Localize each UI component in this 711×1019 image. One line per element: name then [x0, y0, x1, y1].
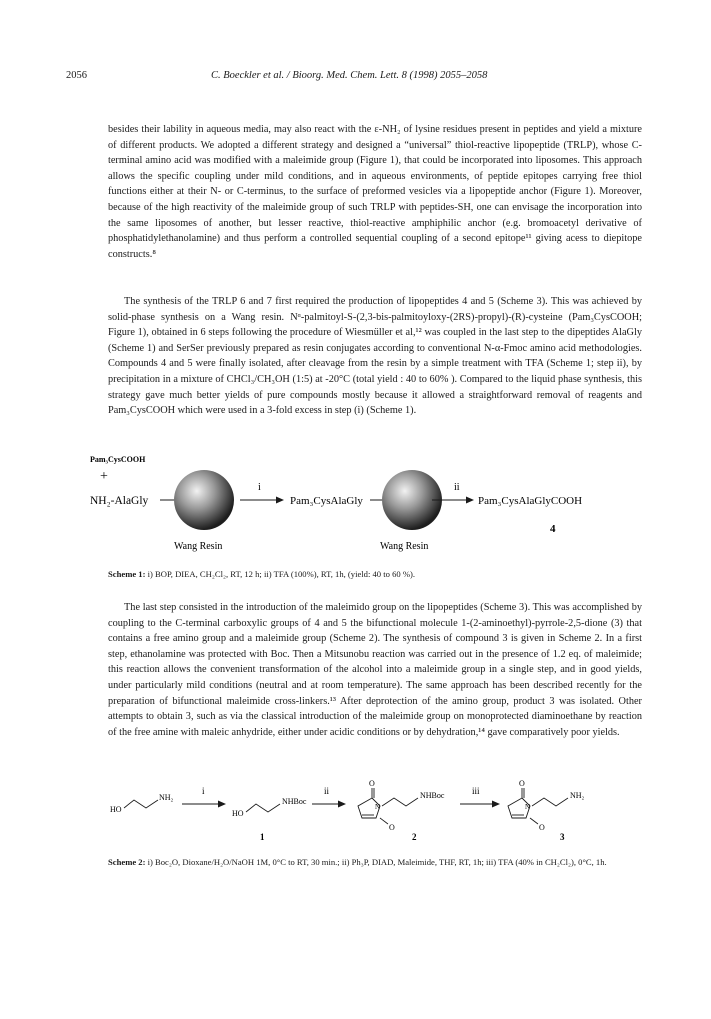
- scheme-2-diagram: [110, 778, 640, 848]
- scheme2-compound-3: 3: [560, 832, 565, 842]
- paragraph-1: besides their lability in aqueous media, may also react with the ε-NH₂ of lysine residues present in peptides and yield a mixture of different products. We adopted a different strategy and designed a “universal” thiol-reactive lipopeptide (TRLP), whose C-terminal amino acid was modified with a maleimide group (Figure 1), that could be incorporated into liposomes. This approach allows the specific coupling under mild conditions, and in aqueous environments, of peptide epitopes carrying free thiol functions either at their N- or C-terminus, to the surface of preformed vesicles via a lipopeptide anchor (Figure 1). Moreover, because of the high reactivity of the maleimide group of such TRLP with peptides-SH, one can envisage the incorporation into the same liposomes of another, but lesser reactive, thiol-reactive amphiphilic anchor (e.g. bromoacetyl derivative of phosphatidylethanolamine) and thus perform a controlled sequential coupling of a second epitope¹¹ giving acess to diepitope constructs.⁸: [108, 124, 642, 260]
- scheme2-nhboc-1: NHBoc: [282, 797, 307, 806]
- scheme2-nhboc-2: NHBoc: [420, 791, 445, 800]
- page-number: 2056: [66, 70, 87, 81]
- scheme1-product-number: 4: [550, 523, 556, 535]
- scheme1-intermediate: Pam₃CysAlaGly: [290, 495, 363, 507]
- scheme2-nh2-1: NH₂: [159, 793, 174, 802]
- scheme1-caption-text: i) BOP, DIEA, CH₂Cl₂, RT, 12 h; ii) TFA (100%), RT, 1h, (yield: 40 to 60 %).: [145, 569, 415, 579]
- scheme1-resin-label-2: Wang Resin: [380, 541, 429, 552]
- scheme1-step-i: i: [258, 482, 261, 493]
- scheme-1-caption: [108, 568, 642, 581]
- scheme2-compound-2: 2: [412, 832, 417, 842]
- scheme2-o-bottom-1: O: [389, 823, 395, 832]
- scheme2-n-1: N: [375, 803, 381, 811]
- scheme2-o-top-2: O: [519, 779, 525, 788]
- paragraph-2: The synthesis of the TRLP 6 and 7 first required the production of lipopeptides 4 and 5 (Scheme 3). This was achieved by solid-phase synthesis on a Wang resin. Nᵅ-palmitoyl-S-(2,3-bis-palmitoyloxy-(2RS)-propyl)-(R)-cysteine (Pam₃CysCOOH; Figure 1), obtained in 6 steps following the procedure of Wiesmüller et al,¹² was coupled in the last step to the dipeptides AlaGly (Scheme 1) and SerSer previously prepared as resin conjugates according to conventional N-α-Fmoc amino acid methodologies. Compounds 4 and 5 were finally isolated, after cleavage from the resin by a simple treatment with TFA (Scheme 1; step ii), by precipitation in a mixture of CHCl₃/CH₃OH (1:5) at -20°C (total yield : 40 to 60% ). Compared to the liquid phase synthesis, this strategy gave much better yields of pure compounds mostly because it allowed a straightforward removal of reagents and Pam₃CysCOOH which were used in a 3-fold excess in step (i) (Scheme 1).: [108, 296, 642, 417]
- scheme2-step-i: i: [202, 786, 205, 796]
- scheme1-step-ii: ii: [454, 482, 460, 493]
- scheme2-caption-label: Scheme 2:: [108, 857, 146, 867]
- scheme-2-caption: [108, 856, 642, 869]
- scheme2-compound-1: 1: [260, 832, 265, 842]
- scheme2-o-bottom-2: O: [539, 823, 545, 832]
- scheme1-start: NH₂-AlaGly: [90, 495, 149, 507]
- maleimide-ring-3: [508, 788, 568, 824]
- scheme1-plus: +: [100, 469, 108, 484]
- scheme1-caption-label: Scheme 1:: [108, 569, 146, 579]
- scheme2-caption-text: i) Boc₂O, Dioxane/H₂O/NaOH 1M, 0°C to RT, 30 min.; ii) Ph₃P, DIAD, Maleimide, THF, RT, 1h; iii) TFA (40% in CH₂Cl₂), 0°C, 1h.: [145, 857, 607, 867]
- scheme1-resin-label-1: Wang Resin: [174, 541, 223, 552]
- scheme2-nh2-2: NH₂: [570, 791, 585, 800]
- scheme1-product: Pam₃CysAlaGlyCOOH: [478, 495, 583, 507]
- scheme2-ho-1: HO: [110, 805, 122, 814]
- scheme2-ho-2: HO: [232, 809, 244, 818]
- wang-resin-bead-1: [174, 470, 234, 530]
- scheme2-n-2: N: [525, 803, 531, 811]
- journal-citation: C. Boeckler et al. / Bioorg. Med. Chem. Lett. 8 (1998) 2055–2058: [211, 70, 488, 81]
- maleimide-ring-2: [358, 788, 418, 824]
- paragraph-3: The last step consisted in the introduction of the maleimido group on the lipopeptides (Scheme 3). This was accomplished by coupling to the C-terminal carboxylic groups of 4 and 5 the bifunctional molecule 1-(2-aminoethyl)-pyrrole-2,5-dione (3) that contains a free amino group and a maleimide group (Scheme 2). The synthesis of compound 3 is given in Scheme 2. In a first step, ethanolamine was protected with Boc. Then a Mitsunobu reaction was carried out in the presence of 1.2 eq. of maleimide; this reaction allows the convenient transformation of the alcohol into a maleimide group in a single step, and in good yields, under particularly mild conditions (neutral and at room temperature). The same approach has been described recently for the preparation of bifunctional maleimide cross-linkers.¹³ After deprotection of the amino group, product 3 was isolated. Other attempts to obtain 3, such as via the classical introduction of the maleimide group on monoprotected diaminoethane by reaction of the free amine with maleic anhydride, either under acidic conditions or by dehydration,¹⁴ gave comparatively poor yields.: [108, 602, 642, 738]
- scheme2-o-top-1: O: [369, 779, 375, 788]
- scheme2-step-ii: ii: [324, 786, 330, 796]
- scheme-1-diagram: [90, 452, 650, 560]
- scheme2-step-iii: iii: [472, 786, 480, 796]
- scheme1-reagent-top: Pam₃CysCOOH: [90, 455, 146, 464]
